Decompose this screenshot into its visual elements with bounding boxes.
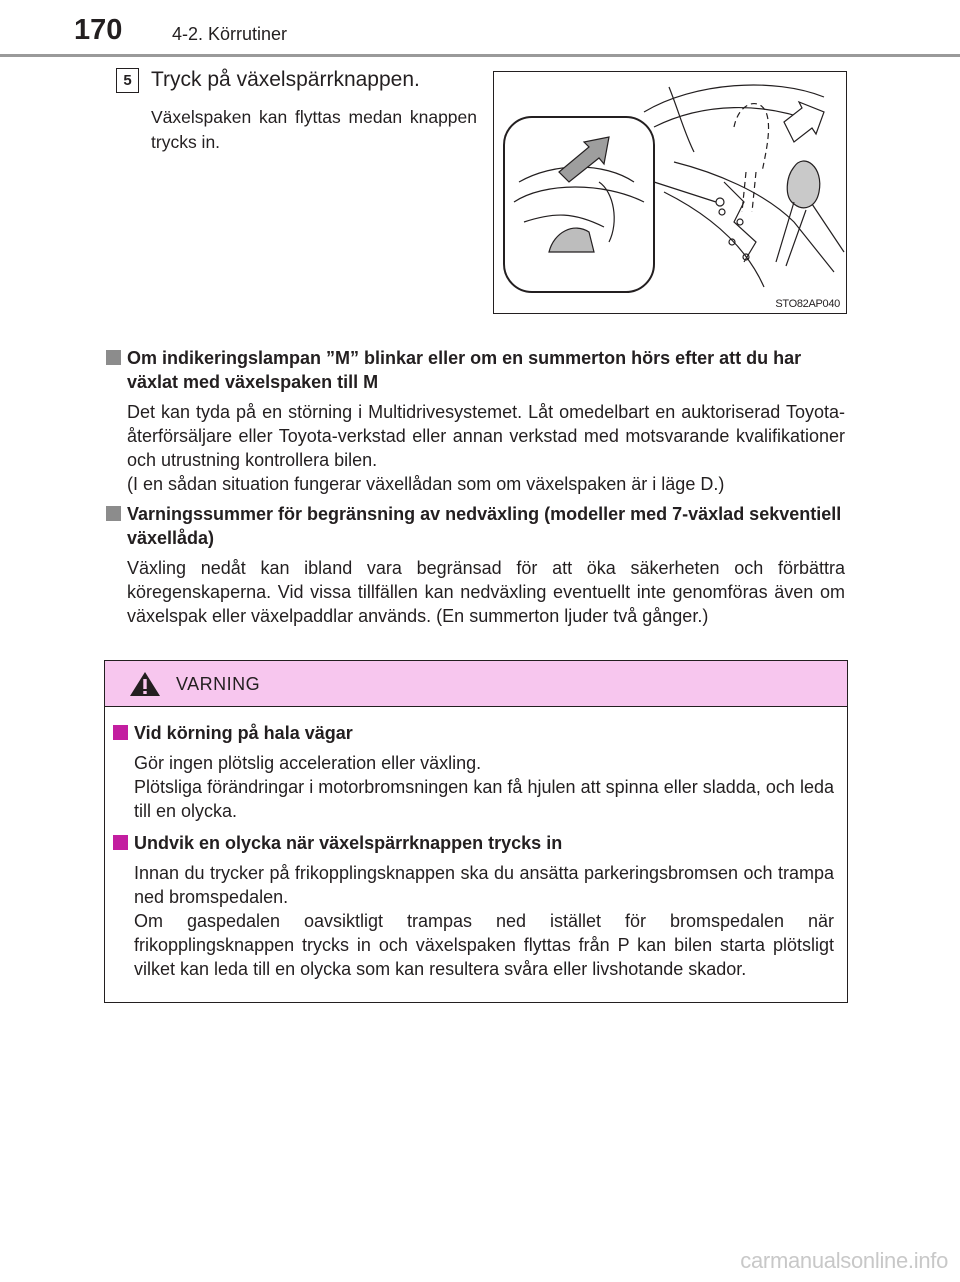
- warning-triangle-icon: [128, 670, 162, 698]
- paragraph: Det kan tyda på en störning i Multidrivesystemet. Låt omedelbart en auktoriserad Toyota-återförsäljare eller Toyota-verkstad eller annan verkstad med motsvarande kvalifikationer och utrustning kontrollera bilen.: [127, 402, 845, 470]
- warning-item-slippery-roads: [113, 721, 833, 823]
- warning-item-body: [134, 861, 834, 981]
- section-bullet-icon: [106, 506, 121, 521]
- header-divider: [0, 54, 960, 57]
- page-number: 170: [74, 14, 123, 46]
- figure-code: STO82AP040: [775, 298, 840, 310]
- paragraph: Gör ingen plötslig acceleration eller växling.: [134, 753, 482, 773]
- section-m-indicator: [106, 346, 850, 496]
- paragraph: (I en sådan situation fungerar växellådan som om växelspaken är i läge D.): [127, 474, 725, 494]
- step-title: Tryck på växelspärrknappen.: [151, 68, 420, 91]
- section-downshift-warning: [106, 502, 850, 628]
- warning-bullet-icon: [113, 725, 128, 740]
- watermark: carmanualsonline.info: [740, 1248, 948, 1273]
- warning-header: [105, 661, 847, 707]
- shift-lever-illustration: [493, 71, 847, 314]
- warning-item-body: [134, 751, 834, 823]
- paragraph: Växling nedåt kan ibland vara begränsad för att öka säkerheten och förbättra köregenskaperna. Vid vissa tillfällen kan nedväxling eventuellt inte genomföras även om växelspak eller växelpaddlar används. (En summerton ljuder två gånger.): [127, 558, 845, 626]
- paragraph: Innan du trycker på frikopplingsknappen ska du ansätta parkeringsbromsen och trampa ned bromspedalen.: [134, 863, 834, 907]
- section-bullet-icon: [106, 350, 121, 365]
- warning-item-title: Vid körning på hala vägar: [134, 723, 353, 743]
- shift-lever-drawing: [494, 72, 847, 314]
- paragraph: Om gaspedalen oavsiktligt trampas ned istället för bromspedalen när frikopplingsknappen trycks in och växelspaken flyttas från P kan bilen starta plötsligt vilket kan leda till en olycka som kan resultera svåra eller livshotande skador.: [134, 911, 834, 979]
- step-number-badge: 5: [116, 68, 139, 93]
- warning-bullet-icon: [113, 835, 128, 850]
- section-title: Varningssummer för begränsning av nedväxling (modeller med 7-växlad sekventiell växellåda): [127, 504, 842, 548]
- warning-title: VARNING: [176, 674, 261, 694]
- warning-item-shift-lock: [113, 831, 833, 981]
- step-description: Växelspaken kan flyttas medan knappen trycks in.: [151, 107, 477, 152]
- warning-box: [104, 660, 848, 1003]
- section-body: [127, 400, 845, 496]
- paragraph: Plötsliga förändringar i motorbromsningen kan få hjulen att spinna eller sladda, och leda till en olycka.: [134, 777, 834, 821]
- chapter-title: 4-2. Körrutiner: [172, 24, 288, 44]
- section-body: [127, 556, 845, 628]
- section-title: Om indikeringslampan ”M” blinkar eller om en summerton hörs efter att du har växlat med växelspaken till M: [127, 348, 802, 392]
- warning-item-title: Undvik en olycka när växelspärrknappen trycks in: [134, 833, 563, 853]
